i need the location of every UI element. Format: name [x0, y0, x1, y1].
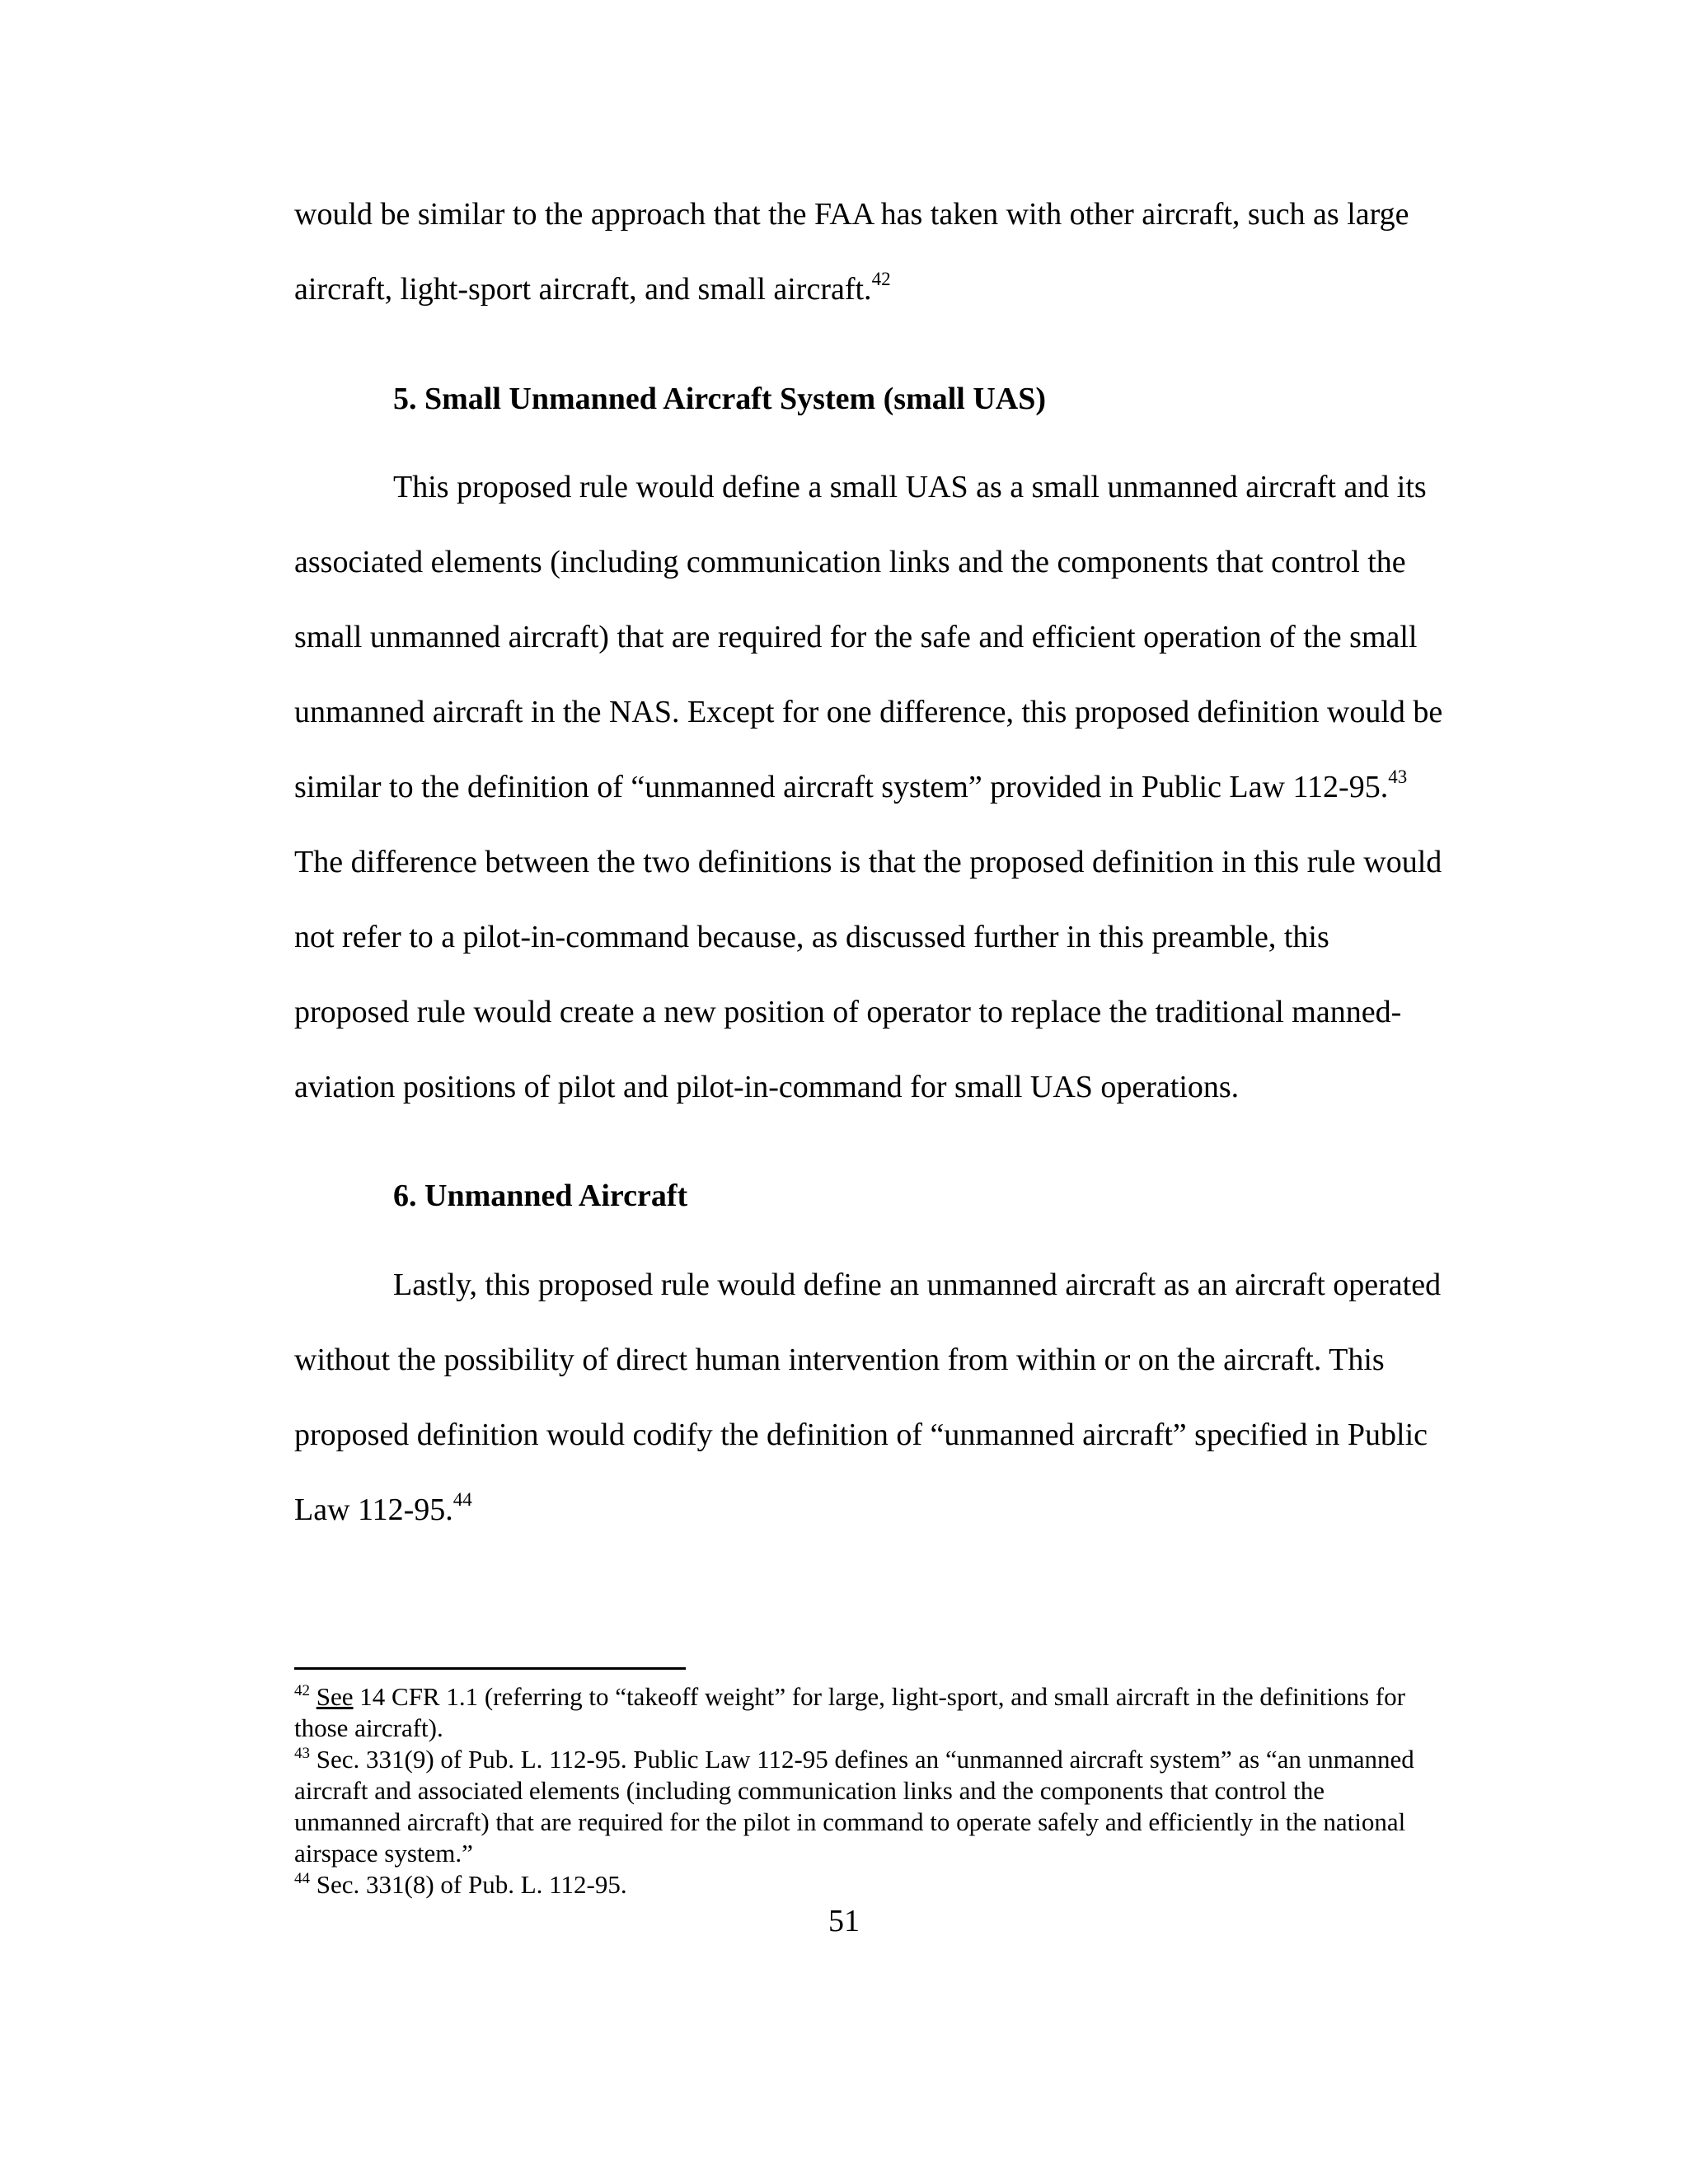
paragraph-line: Lastly, this proposed rule would define an unmanned aircraft as an aircraft operated: [393, 1268, 1442, 1302]
section-5-paragraph: [294, 450, 1498, 1125]
footnote-ref-43: 43: [1388, 766, 1408, 787]
footnotes: [294, 1681, 1498, 1900]
footnote-ref-44: 44: [452, 1489, 472, 1510]
footnote-line: unmanned aircraft) that are required for the pilot in command to operate safely and efficiently in the national: [294, 1807, 1406, 1836]
paragraph-line: aviation positions of pilot and pilot-in-command for small UAS operations.: [294, 1070, 1240, 1104]
paragraph-line: small unmanned aircraft) that are required for the safe and efficient operation of the small: [294, 620, 1418, 654]
section-6-paragraph: [294, 1248, 1498, 1548]
paragraph-line: would be similar to the approach that the FAA has taken with other aircraft, such as large: [294, 197, 1409, 232]
section-5-heading: 5. Small Unmanned Aircraft System (small UAS): [393, 382, 1047, 416]
page-number: 51: [828, 1904, 860, 1938]
footnote-42: $^{42}$ See 14 CFR 1.1 (referring to “takeoff weight” for large, light-sport, and small aircraft in the definitions for: [294, 1682, 1405, 1711]
paragraph-line: proposed definition would codify the definition of “unmanned aircraft” specified in Public: [294, 1418, 1428, 1452]
footnote-separator: [294, 1667, 686, 1670]
paragraph-line: Law 112-95.44: [294, 1489, 472, 1527]
paragraph-line: proposed rule would create a new position of operator to replace the traditional manned-: [294, 995, 1402, 1029]
footnote-44: $^{44}$ Sec. 331(8) of Pub. L. 112-95.: [294, 1870, 627, 1899]
paragraph-line: This proposed rule would define a small UAS as a small unmanned aircraft and its: [393, 470, 1427, 504]
section-6-heading: 6. Unmanned Aircraft: [393, 1179, 688, 1213]
footnote-number: 42: [294, 1682, 310, 1699]
paragraph-line: The difference between the two definitions is that the proposed definition in this rule would: [294, 845, 1442, 879]
footnote-line: those aircraft).: [294, 1713, 443, 1742]
paragraph-line: unmanned aircraft in the NAS. Except for one difference, this proposed definition would be: [294, 695, 1443, 729]
footnote-ref-42: 42: [871, 269, 891, 289]
footnote-number: 44: [294, 1870, 310, 1887]
paragraph-line: without the possibility of direct human intervention from within or on the aircraft. This: [294, 1343, 1385, 1377]
paragraph-continuation: [294, 177, 1498, 327]
footnote-number: 43: [294, 1745, 310, 1762]
footnote-line: aircraft and associated elements (including communication links and the components that control the: [294, 1776, 1325, 1805]
paragraph-line: associated elements (including communication links and the components that control the: [294, 545, 1406, 579]
paragraph-line: not refer to a pilot-in-command because, as discussed further in this preamble, this: [294, 920, 1329, 954]
footnote-line: airspace system.”: [294, 1839, 473, 1868]
paragraph-line: similar to the definition of “unmanned aircraft system” provided in Public Law 112-95.43: [294, 766, 1408, 804]
footnote-43: $^{43}$ Sec. 331(9) of Pub. L. 112-95. Public Law 112-95 defines an “unmanned aircraft system” as “an unmanned: [294, 1745, 1414, 1774]
see-signal: See: [316, 1682, 354, 1711]
paragraph-line: aircraft, light-sport aircraft, and small aircraft.$^{42}$: [294, 269, 891, 307]
